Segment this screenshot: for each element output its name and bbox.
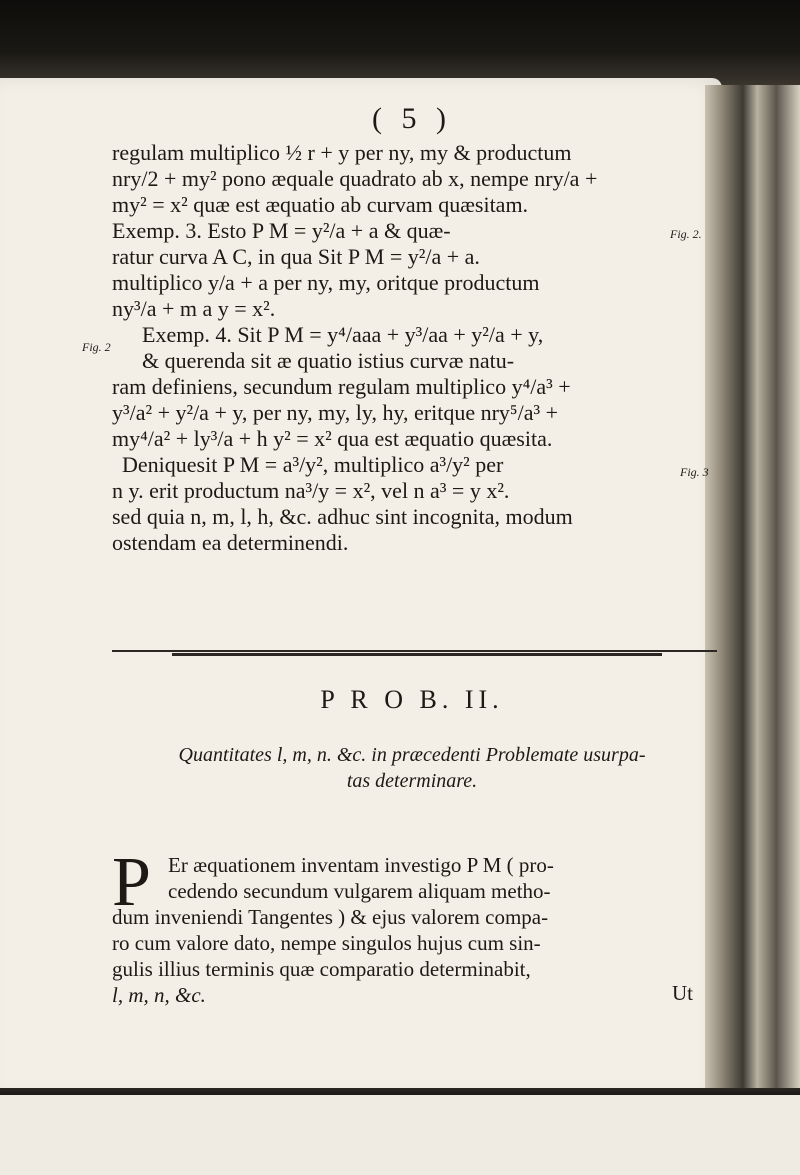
paragraph-line: Er æquationem inventam investigo P M ( pro- (168, 853, 554, 877)
text-line: & querenda sit æ quatio istius curvæ natu- (142, 348, 515, 373)
text-line: ram definiens, secundum regulam multiplico y⁴/a³ + (112, 374, 571, 399)
paragraph-line: ro cum valore dato, nempe singulos hujus cum sin- (112, 931, 541, 955)
text-line: Exemp. 3. Esto P M = y²/a + a & quæ- (112, 218, 451, 243)
figure-reference: Fig. 3 (680, 465, 709, 479)
paragraph-line: gulis illius terminis quæ comparatio determinabit, (112, 957, 531, 981)
paragraph-line: dum inveniendi Tangentes ) & ejus valorem compa- (112, 905, 549, 929)
catchword: Ut (672, 981, 693, 1005)
text-line: Exemp. 4. Sit P M = y⁴/aaa + y³/aa + y²/a + y, (142, 322, 544, 347)
figure-reference: Fig. 2 (82, 340, 111, 354)
paragraph-line: l, m, n, &c. (112, 983, 206, 1007)
problem-statement: Quantitates l, m, n. &c. in præcedenti Problemate usurpa- (178, 744, 646, 766)
bottom-margin (0, 1095, 800, 1175)
text-line: ostendam ea determinendi. (112, 530, 349, 555)
book-spine (705, 85, 800, 1095)
divider-rule (112, 650, 717, 652)
text-line: nry/2 + my² pono æquale quadrato ab x, nempe nry/a + (112, 166, 598, 191)
page-number: ( 5 ) (372, 102, 452, 135)
text-line: my⁴/a² + ly³/a + h y² = x² qua est æquatio quæsita. (112, 426, 553, 451)
drop-cap: P (112, 844, 151, 921)
paragraph-line: cedendo secundum vulgarem aliquam metho- (168, 879, 551, 903)
text-line: Deniquesit P M = a³/y², multiplico a³/y² per (122, 452, 504, 477)
section-heading: P R O B. II. (320, 685, 504, 714)
text-line: ny³/a + m a y = x². (112, 296, 276, 321)
text-line: my² = x² quæ est æquatio ab curvam quæsitam. (112, 192, 529, 217)
text-line: n y. erit productum na³/y = x², vel n a³ = y x². (112, 478, 510, 503)
divider-rule-bold (172, 653, 662, 656)
text-line: multiplico y/a + a per ny, my, oritque productum (112, 270, 540, 295)
text-line: ratur curva A C, in qua Sit P M = y²/a + a. (112, 244, 480, 269)
text-line: y³/a² + y²/a + y, per ny, my, ly, hy, eritque nry⁵/a³ + (112, 400, 558, 425)
top-shadow (0, 0, 800, 85)
text-line: sed quia n, m, l, h, &c. adhuc sint incognita, modum (112, 504, 573, 529)
text-line: regulam multiplico ½ r + y per ny, my & productum (112, 140, 572, 165)
problem-statement: tas determinare. (346, 770, 478, 792)
figure-reference: Fig. 2. (670, 227, 702, 241)
